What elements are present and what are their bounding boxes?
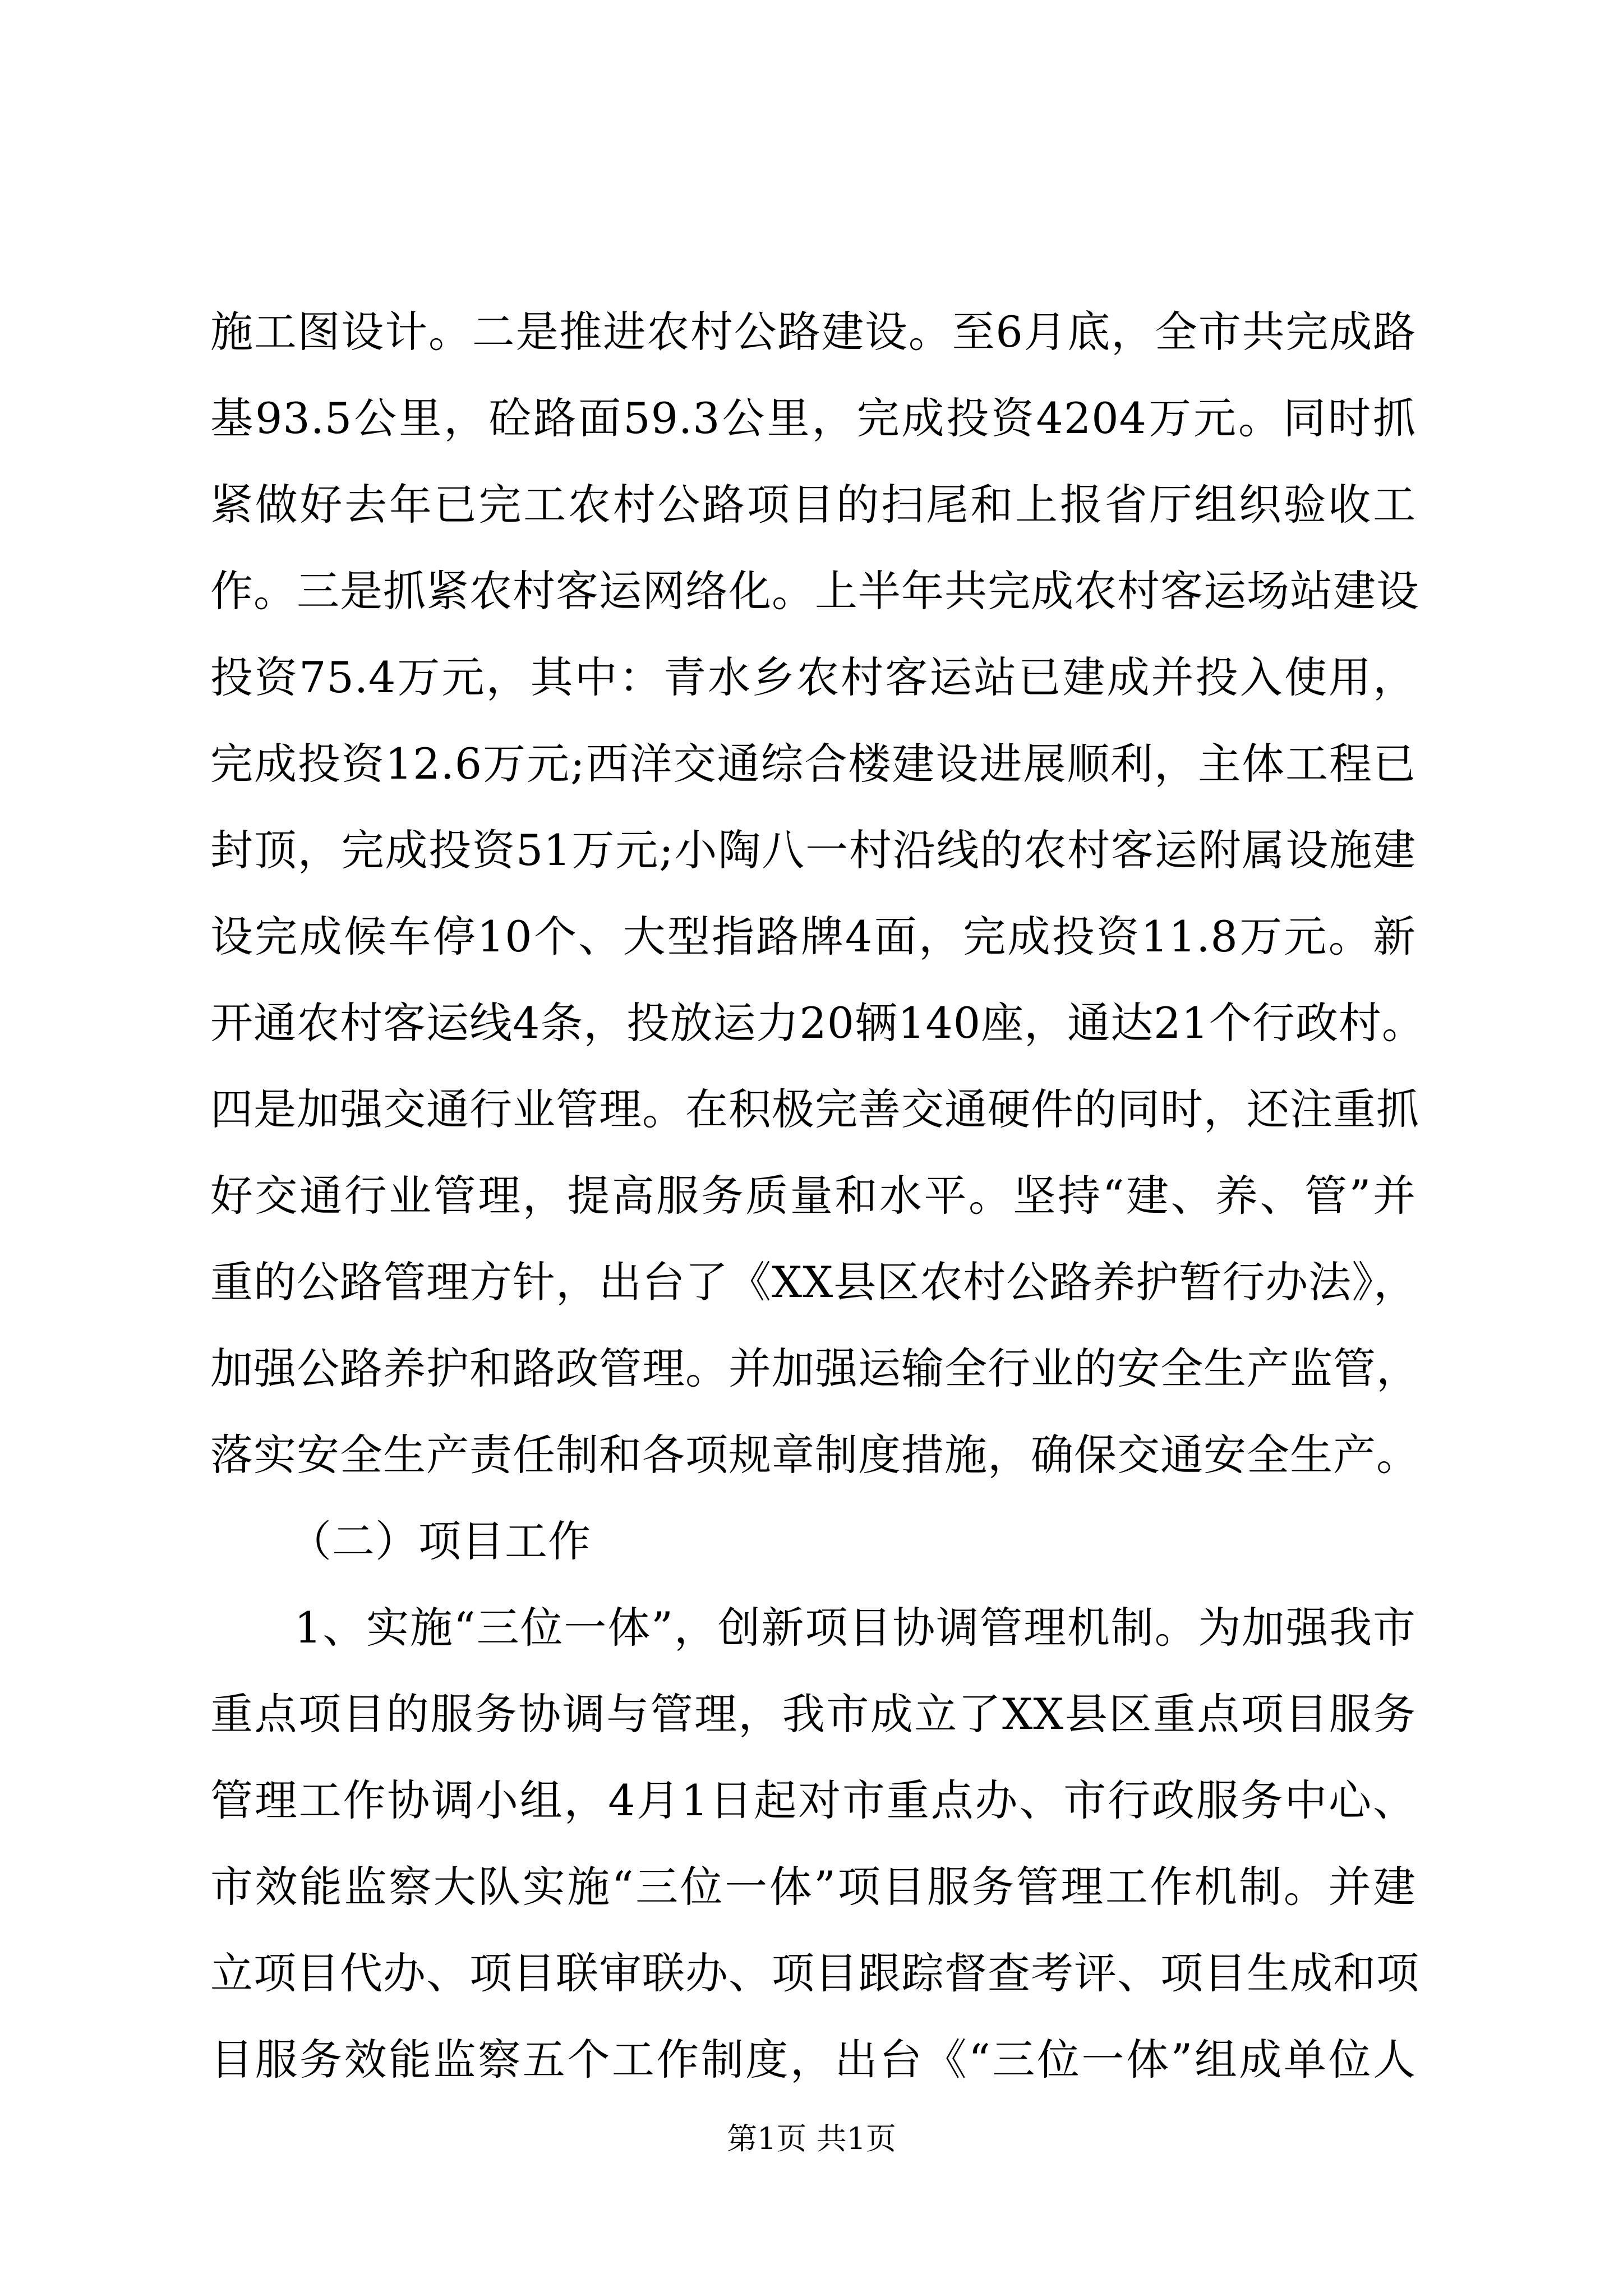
text-line: 管理工作协调小组，4月1日起对市重点办、市行政服务中心、 [210, 1775, 1416, 1825]
text-line: 完成投资12.6万元;西洋交通综合楼建设进展顺利，主体工程已 [210, 739, 1416, 789]
text-line: 落实安全生产责任制和各项规章制度措施，确保交通安全生产。 [210, 1430, 1419, 1480]
text-line: 重的公路管理方针，出台了《XX县区农村公路养护暂行办法》， [210, 1257, 1417, 1307]
text-line: 紧做好去年已完工农村公路项目的扫尾和上报省厅组织验收工 [210, 480, 1416, 530]
text-line: 施工图设计。二是推进农村公路建设。至6月底，全市共完成路 [210, 307, 1416, 357]
text-line: 1、实施“三位一体”，创新项目协调管理机制。为加强我市 [294, 1603, 1416, 1653]
text-line: 作。三是抓紧农村客运网络化。上半年共完成农村客运场站建设 [210, 566, 1419, 616]
text-line: 四是加强交通行业管理。在积极完善交通硬件的同时，还注重抓 [210, 1084, 1419, 1134]
page-footer: 第1页 共1页 [727, 2121, 896, 2156]
text-line: 好交通行业管理，提高服务质量和水平。坚持“建、养、管”并 [210, 1171, 1416, 1221]
text-line: 目服务效能监察五个工作制度，出台《“三位一体”组成单位人 [210, 2035, 1416, 2085]
document-body [210, 289, 1425, 2103]
section-heading: （二）项目工作 [289, 1516, 591, 1566]
text-line: 重点项目的服务协调与管理，我市成立了XX县区重点项目服务 [210, 1689, 1416, 1739]
text-line: 封顶，完成投资51万元;小陶八一村沿线的农村客运附属设施建 [210, 825, 1416, 875]
text-line: 开通农村客运线4条，投放运力20辆140座，通达21个行政村。 [210, 998, 1425, 1048]
text-line: 投资75.4万元，其中：青水乡农村客运站已建成并投入使用， [210, 652, 1416, 702]
text-line: 设完成候车停10个、大型指路牌4面，完成投资11.8万元。新 [210, 912, 1416, 961]
text-line: 加强公路养护和路政管理。并加强运输全行业的安全生产监管， [210, 1343, 1419, 1393]
text-line: 立项目代办、项目联审联办、项目跟踪督查考评、项目生成和项 [210, 1948, 1419, 1998]
text-line: 基93.5公里，砼路面59.3公里，完成投资4204万元。同时抓 [210, 393, 1416, 443]
text-line: 市效能监察大队实施“三位一体”项目服务管理工作机制。并建 [210, 1862, 1416, 1912]
